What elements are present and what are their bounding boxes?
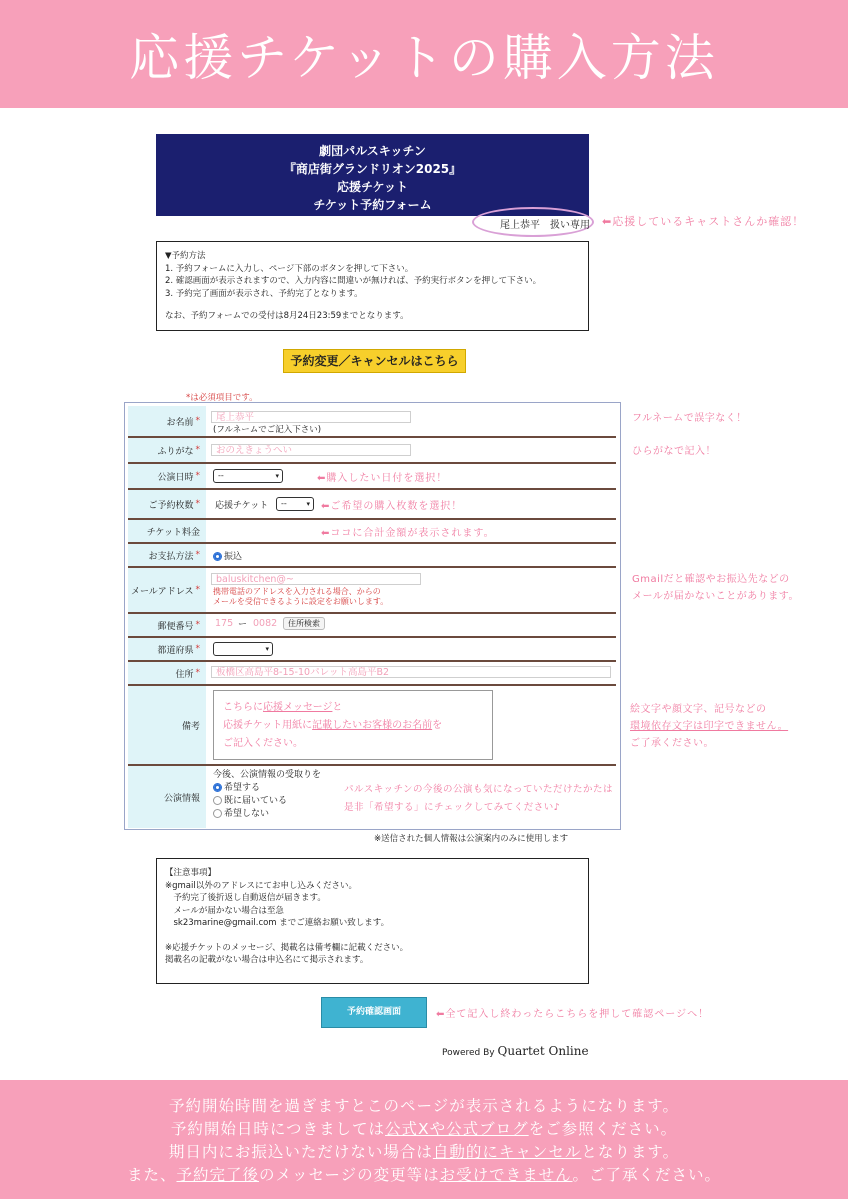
info-option-2[interactable]: 既に届いている: [213, 795, 287, 808]
row-prefecture: [128, 638, 616, 662]
radio-selected-icon: [213, 552, 222, 561]
address-search-button[interactable]: 住所検索: [283, 617, 325, 630]
instructions-step-2: 2. 確認画面が表示されますので、入力内容に間違いが無ければ、予約実行ボタンを押して下さい。: [165, 276, 542, 286]
confirm-note: ⬅全て記入し終わったらこちらを押して確認ページへ！: [436, 1009, 710, 1020]
quantity-select[interactable]: -- ▾: [276, 497, 314, 511]
info-note: パルスキッチンの今後の公演も気になっていただけたかたは 是非「希望する」にチェックしてみてください♪: [344, 784, 614, 813]
quantity-label: ご予約枚数 *: [128, 490, 206, 518]
chevron-down-icon: ▾: [265, 645, 269, 653]
prefecture-select[interactable]: [213, 642, 273, 656]
quantity-ticket-label: 応援チケット: [215, 501, 269, 511]
instructions-step-3: 3. 予約完了画面が表示され、予約完了となります。: [165, 288, 363, 299]
instructions-deadline: なお、予約フォームでの受付は8月24日23:59までとなります。: [165, 311, 409, 321]
notice-line: ※gmail以外のアドレスにてお申し込みください。: [165, 880, 357, 891]
instructions-step-1: 1. 予約フォームに入力し、ページ下部のボタンを押して下さい。: [165, 263, 414, 274]
change-cancel-button[interactable]: 予約変更／キャンセルはこちら: [283, 349, 466, 373]
zip-input-1[interactable]: 175: [211, 618, 235, 630]
email-warning: 携帯電話のアドレスを入力される場合、からの メールを受信できるように設定をお願いします。: [213, 587, 389, 606]
notice-box: [156, 858, 589, 984]
row-info: [128, 766, 616, 828]
furigana-input[interactable]: おのえきょうへい: [211, 444, 411, 456]
chevron-down-icon: ▾: [275, 472, 279, 480]
payment-option[interactable]: 振込: [213, 549, 242, 562]
payment-label: お支払方法 *: [128, 544, 206, 566]
header-line-3: 応援チケット: [337, 180, 408, 194]
notice-title: 【注意事項】: [165, 868, 217, 878]
header-line-1: 劇団パルスキッチン: [319, 144, 426, 158]
confirm-button[interactable]: 予約確認画面: [321, 997, 427, 1028]
name-input[interactable]: 尾上恭平: [211, 411, 411, 423]
bottom-line-3: 期日内にお振込いただけない場合は自動的にキャンセルとなります。: [168, 1143, 680, 1161]
prefecture-label: 都道府県 *: [128, 638, 206, 660]
page-title: 応援チケットの購入方法: [129, 29, 719, 87]
name-label: お名前 *: [128, 406, 206, 436]
notice-line: メールが届かない場合は至急: [165, 905, 284, 916]
radio-icon: [213, 809, 222, 818]
chevron-down-icon: ▾: [306, 500, 310, 508]
cast-note: ⬅応援しているキャストさんか確認！: [602, 215, 805, 228]
notice-line: ※応援チケットのメッセージ、掲載名は備考欄に記載ください。: [165, 942, 409, 953]
furigana-label: ふりがな *: [128, 438, 206, 462]
side-note-furigana: ひらがなで記入！: [632, 446, 716, 457]
form-header: [156, 134, 589, 216]
instructions-title: ▼予約方法: [165, 251, 206, 261]
info-label: 公演情報: [128, 766, 206, 828]
remarks-label: 備考: [128, 686, 206, 764]
row-address: [128, 662, 616, 686]
date-note: ⬅購入したい日付を選択！: [317, 473, 448, 484]
notice-line: 予約完了後折返し自動返信が届きます。: [165, 893, 326, 903]
date-select[interactable]: -- ▾: [213, 469, 283, 483]
fee-label: チケット料金: [128, 520, 206, 542]
cast-label: 尾上恭平 扱い専用: [500, 220, 590, 231]
name-hint: (フルネームでご記入下さい): [213, 425, 322, 435]
quantity-note: ⬅ご希望の購入枚数を選択！: [321, 501, 463, 512]
email-label: メールアドレス *: [128, 568, 206, 612]
fee-note: ⬅ココに合計金額が表示されます。: [321, 528, 495, 539]
bottom-line-4: また、予約完了後のメッセージの変更等はお受けできません。ご了承ください。: [126, 1166, 722, 1184]
side-note-email: Gmailだと確認やお振込先などの メールが届かないことがあります。: [632, 574, 799, 602]
info-option-3[interactable]: 希望しない: [213, 808, 269, 821]
notice-line: sk23marine@gmail.com までご連絡お願い致します。: [165, 918, 390, 928]
header-line-2: 『商店街グランドリオン2025』: [283, 162, 462, 176]
row-remarks: [128, 686, 616, 766]
zip-label: 郵便番号 *: [128, 614, 206, 636]
zip-input-2[interactable]: 0082: [249, 618, 279, 630]
row-date: [128, 464, 616, 490]
date-label: 公演日時 *: [128, 464, 206, 488]
side-note-name: フルネームで誤字なく！: [632, 413, 747, 424]
info-question: 今後、公演情報の受取りを: [213, 770, 322, 780]
row-name: [128, 406, 616, 438]
zip-dash: ー: [238, 620, 248, 630]
row-fee: [128, 520, 616, 544]
row-zip: [128, 614, 616, 638]
privacy-note: ※送信された個人情報は公演案内のみに使用します: [374, 834, 569, 844]
address-label: 住所 *: [128, 662, 206, 684]
header-line-4: チケット予約フォーム: [313, 198, 432, 212]
row-quantity: [128, 490, 616, 520]
email-input[interactable]: baluskitchen@~: [211, 573, 421, 585]
remarks-textarea[interactable]: こちらに応援メッセージと 応援チケット用紙に記載したいお客様のお名前を ご記入ください。: [213, 690, 493, 760]
row-furigana: [128, 438, 616, 464]
radio-selected-icon: [213, 783, 222, 792]
instructions-box: [156, 241, 589, 331]
notice-line: 掲載名の記載がない場合は申込名にて掲示されます。: [165, 955, 369, 965]
powered-by: Powered By Quartet Online: [442, 1044, 589, 1058]
side-note-remarks: 絵文字や顔文字、記号などの 環境依存文字は印字できません。 ご了承ください。: [630, 704, 789, 749]
row-payment: [128, 544, 616, 568]
address-input[interactable]: 板橋区高島平8-15-10パレット高島平B2: [211, 666, 611, 678]
bottom-line-1: 予約開始時間を過ぎますとこのページが表示されるようになります。: [169, 1097, 679, 1115]
info-option-1[interactable]: 希望する: [213, 782, 260, 795]
radio-icon: [213, 796, 222, 805]
bottom-line-2: 予約開始日時につきましては公式Xや公式ブログをご参照ください。: [170, 1120, 678, 1138]
row-email: [128, 568, 616, 614]
required-note: *は必須項目です。: [186, 393, 258, 403]
